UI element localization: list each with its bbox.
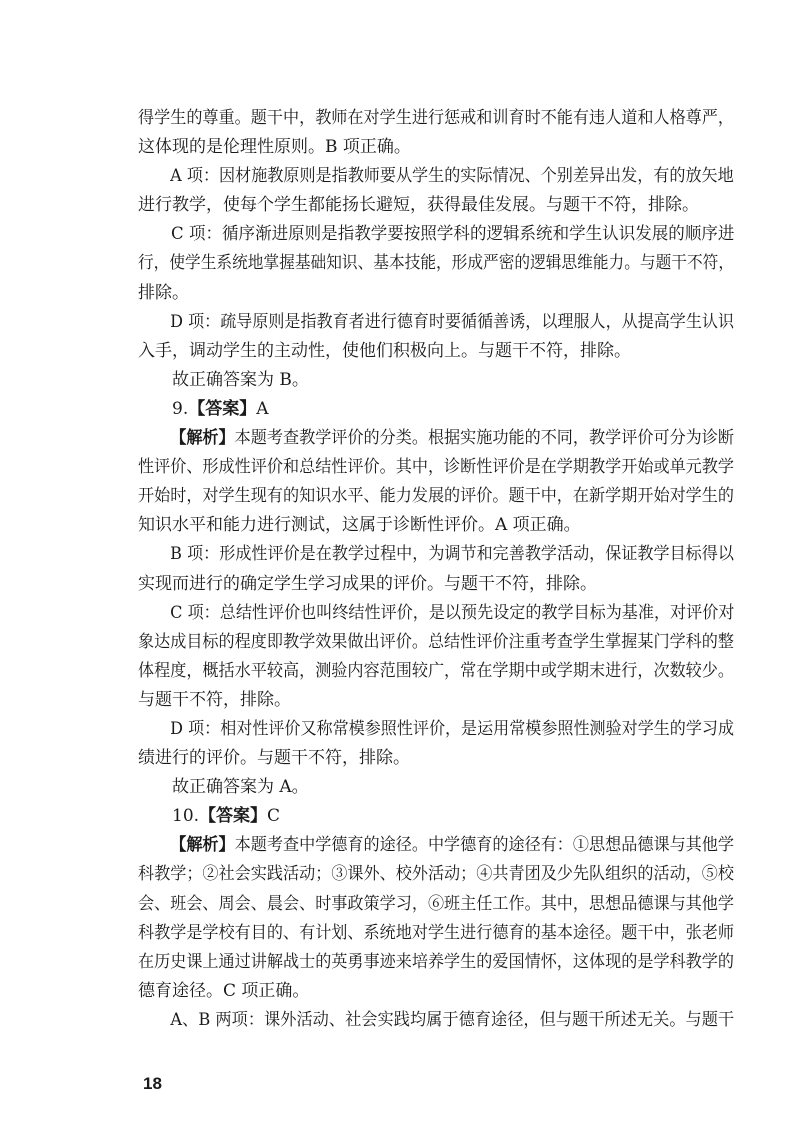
line-text: 与题干不符，排除。	[138, 689, 291, 710]
line-text: A 项：因材施教原则是指教师要从学生的实际情况、个别差异出发，有的放矢地	[170, 166, 734, 187]
text-line	[138, 1006, 735, 1035]
bracket-label: 【答案】	[188, 398, 257, 419]
line-text: D 项：相对性评价又称常模参照性评价，是运用常模参照性测验对学生的学习成	[170, 718, 735, 739]
text-line	[138, 773, 734, 802]
bracket-label: 【答案】	[199, 806, 268, 827]
line-text: 实现而进行的确定学生学习成果的评价。与题干不符，排除。	[138, 573, 597, 594]
text-line	[138, 279, 734, 308]
line-text: C 项：总结性评价也叫终结性评价，是以预先设定的教学目标为基准，对评价对	[170, 602, 735, 623]
line-text: 性评价、形成性评价和总结性评价。其中，诊断性评价是在学期教学开始或单元教学	[138, 457, 734, 478]
text-line	[138, 657, 734, 686]
text-line	[138, 744, 734, 773]
text-line	[138, 802, 734, 831]
line-text: C	[267, 806, 281, 827]
line-text: 知识水平和能力进行测试，这属于诊断性评价。A 项正确。	[138, 515, 581, 536]
text-line	[138, 977, 734, 1006]
line-text: 本题考查教学评价的分类。根据实施功能的不同，教学评价可分为诊断	[234, 428, 734, 449]
line-text: 德育途径。C 项正确。	[138, 980, 310, 1001]
text-line	[138, 308, 735, 337]
text-line	[138, 482, 734, 511]
page-number: 18	[143, 1074, 162, 1093]
line-text: 进行教学，使每个学生都能扬长避短，获得最佳发展。与题干不符，排除。	[138, 195, 699, 216]
line-text: 会、班会、周会、晨会、时事政策学习，⑥班主任工作。其中，思想品德课与其他学	[138, 893, 734, 914]
text-line	[138, 570, 734, 599]
text-line	[138, 424, 734, 453]
text-line	[138, 220, 735, 249]
text-line	[138, 715, 735, 744]
line-text: 象达成目标的程度即教学效果做出评价。总结性评价注重考查学生掌握某门学科的整	[138, 631, 734, 652]
text-line	[138, 599, 735, 628]
line-text: 在历史课上通过讲解战士的英勇事迹来培养学生的爱国情怀，这体现的是学科教学的	[138, 951, 734, 972]
line-text: 绩进行的评价。与题干不符，排除。	[138, 748, 410, 769]
text-line	[138, 831, 734, 860]
text-line	[138, 366, 734, 395]
line-text: C 项：循序渐进原则是指教学要按照学科的逻辑系统和学生认识发展的顺序进	[171, 224, 735, 245]
line-text: 故正确答案为 B。	[172, 369, 309, 390]
line-text: 体程度，概括水平较高，测验内容范围较广，常在学期中或学期末进行，次数较少。	[138, 660, 734, 681]
line-text: 这体现的是伦理性原则。B 项正确。	[138, 137, 411, 158]
text-line	[138, 162, 734, 191]
text-line	[138, 540, 734, 569]
line-text: 入手，调动学生的主动性，使他们积极向上。与题干不符，排除。	[138, 340, 631, 361]
line-text: D 项：疏导原则是指教育者进行德育时要循循善诱，以理服人，从提高学生认识	[170, 311, 735, 332]
text-line	[138, 890, 734, 919]
question-number: 10.	[172, 806, 200, 827]
line-text: 排除。	[138, 282, 189, 303]
line-text: 科教学是学校有目的、有计划、系统地对学生进行德育的基本途径。题干中，张老师	[138, 922, 734, 943]
bracket-label: 【解析】	[170, 428, 235, 449]
text-line	[138, 395, 734, 424]
text-line	[138, 919, 734, 948]
text-line	[138, 860, 734, 889]
line-text: 行，使学生系统地掌握基础知识、基本技能，形成严密的逻辑思维能力。与题干不符，	[138, 253, 734, 274]
line-text: 得学生的尊重。题干中，教师在对学生进行惩戒和训育时不能有违人道和人格尊严，	[138, 108, 734, 128]
line-text: A、B 两项：课外活动、社会实践均属于德育途径，但与题干所述无关。与题干	[170, 1009, 735, 1030]
line-text: 故正确答案为 A。	[172, 777, 309, 798]
text-line	[138, 191, 734, 220]
text-line	[138, 337, 734, 366]
line-text: B 项：形成性评价是在教学过程中，为调节和完善教学活动，保证教学目标得以	[170, 544, 734, 565]
text-line	[138, 511, 734, 540]
text-line	[138, 453, 734, 482]
text-line	[138, 249, 734, 278]
question-number: 9.	[172, 398, 189, 419]
line-text: 本题考查中学德育的途径。中学德育的途径有：①思想品德课与其他学	[234, 835, 734, 856]
text-line	[138, 948, 734, 977]
line-text: A	[256, 398, 269, 419]
text-line	[138, 104, 734, 133]
text-line	[138, 133, 734, 162]
text-line	[138, 628, 734, 657]
text-line	[138, 686, 734, 715]
line-text: 开始时，对学生现有的知识水平、能力发展的评价。题干中，在新学期开始对学生的	[138, 486, 734, 507]
line-text: 科教学；②社会实践活动；③课外、校外活动；④共青团及少先队组织的活动，⑤校	[138, 864, 734, 885]
bracket-label: 【解析】	[170, 835, 235, 856]
document-body	[138, 104, 734, 1035]
